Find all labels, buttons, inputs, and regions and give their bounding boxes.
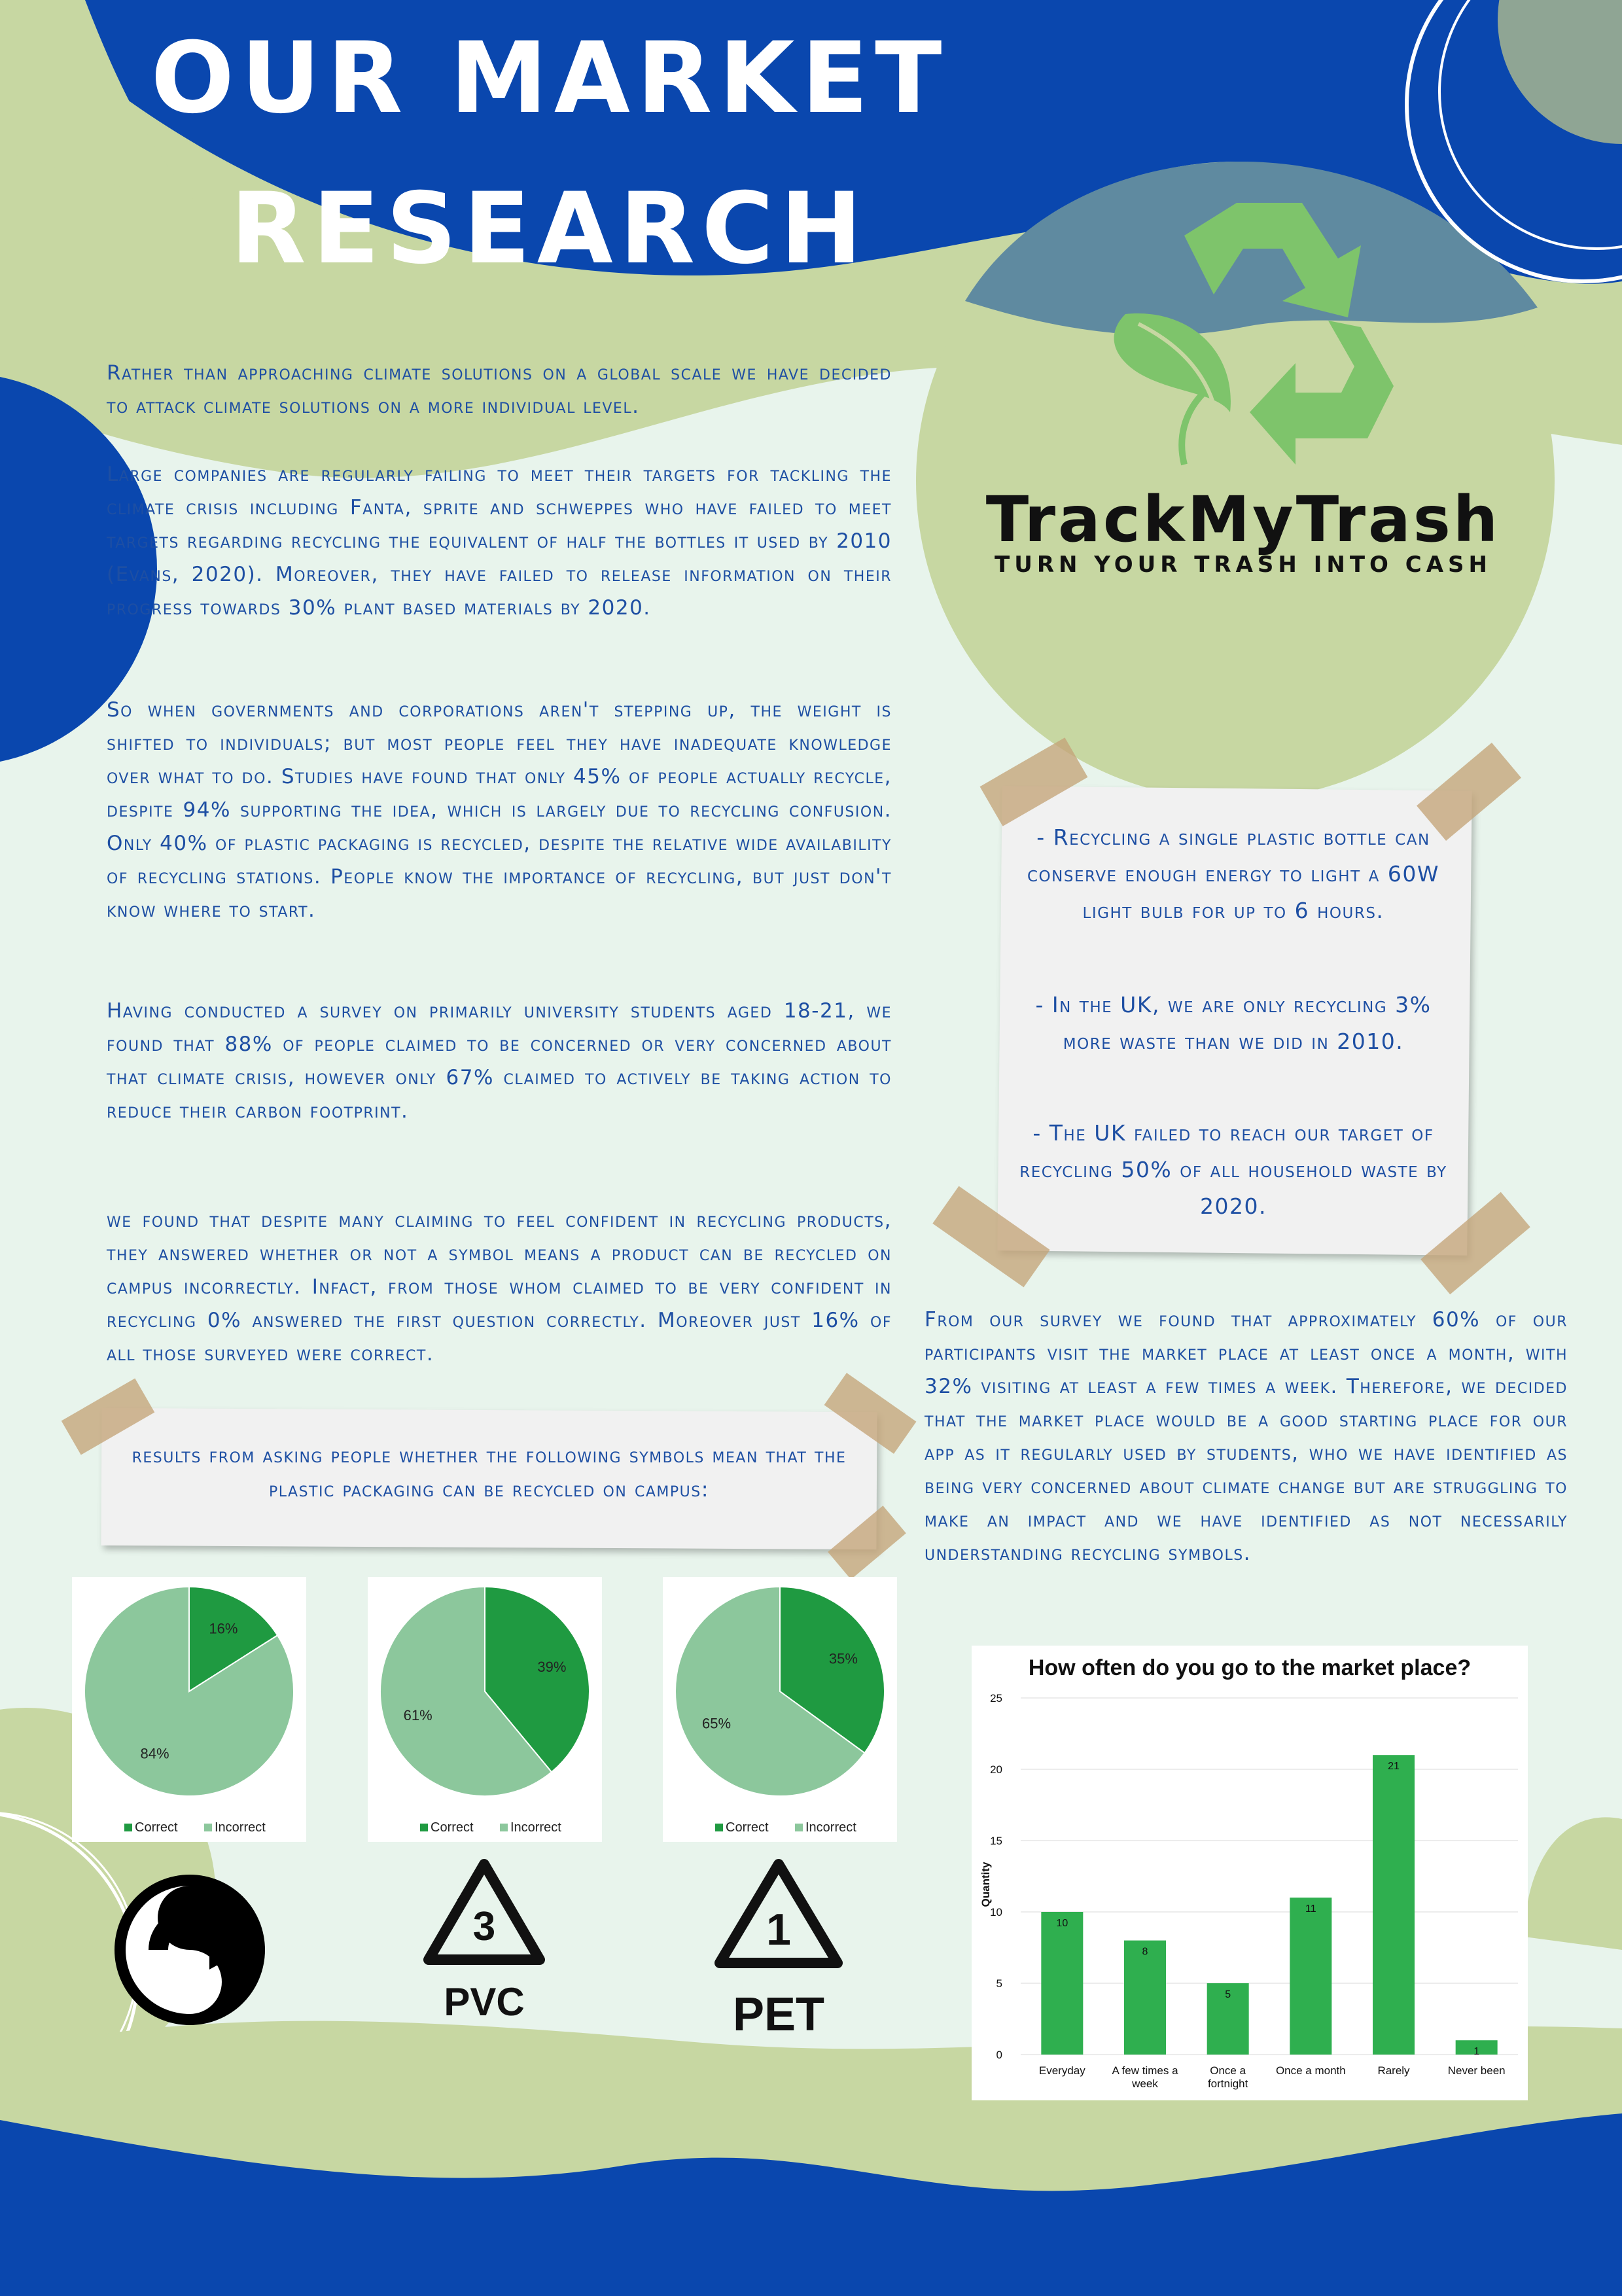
- pie-data-label: 35%: [828, 1650, 858, 1667]
- bar-value-label: 5: [1225, 1989, 1231, 2000]
- pie-data-label: 84%: [140, 1745, 169, 1762]
- fact-uk-target: - The UK failed to reach our target of recycling 50% of all household waste by 2020.: [1019, 1120, 1447, 1219]
- legend-label: Incorrect: [510, 1820, 561, 1835]
- green-dot-icon: [111, 1871, 268, 2028]
- legend-swatch: [204, 1824, 212, 1831]
- market-frequency-chart-card: [972, 1646, 1528, 2100]
- bar-everyday: [1041, 1912, 1083, 2055]
- pie-chart-pet: [663, 1577, 897, 1842]
- bar-rarely: [1373, 1755, 1415, 2055]
- pie-data-label: 65%: [702, 1715, 732, 1732]
- x-tick-label: Once a fortnight: [1207, 2064, 1248, 2090]
- pie-card-1: [72, 1577, 306, 1842]
- bar-a-few-times-a-week: [1124, 1941, 1166, 2055]
- y-tick-label: 5: [996, 1977, 1002, 1990]
- bar-value-label: 8: [1142, 1946, 1148, 1958]
- bar-value-label: 21: [1388, 1761, 1400, 1773]
- pie-card-3: [663, 1577, 897, 1842]
- x-tick-label: Everyday: [1038, 2064, 1085, 2077]
- y-tick-label: 10: [990, 1906, 1002, 1918]
- legend-label: Correct: [726, 1820, 769, 1835]
- survey-caption: results from asking people whether the following symbols mean that the plastic packaging can be recycled on campus:: [132, 1443, 847, 1502]
- fact-uk-recycling: - In the UK, we are only recycling 3% more waste than we did in 2010.: [1035, 992, 1432, 1054]
- pvc-number: 3: [472, 1904, 496, 1949]
- bar-value-label: 11: [1305, 1903, 1316, 1915]
- legend-swatch: [124, 1824, 132, 1831]
- legend-swatch: [795, 1824, 803, 1831]
- page-title-line-1: OUR MARKET: [150, 22, 949, 135]
- legend-label: Incorrect: [805, 1820, 856, 1835]
- confidence-paragraph: we found that despite many claiming to feel confident in recycling products, they answered whether or not a symbol means a product can be recycled on campus incorrectly. Infact, from those whom claimed to be very confident in recycling 0% answered the first question correctly. Moreover just 16% of all those surveyed were correct.: [107, 1209, 892, 1366]
- intro-paragraph: Rather than approaching climate solutions on a global scale we have decided to attack climate solutions on a more individual level.: [107, 361, 892, 418]
- legend-swatch: [420, 1824, 428, 1831]
- pvc-label: PVC: [444, 1980, 525, 2024]
- y-tick-label: 0: [996, 2049, 1002, 2061]
- pie-chart-pvc: [368, 1577, 602, 1842]
- bar-value-label: 1: [1473, 2046, 1480, 2058]
- x-tick-label: Rarely: [1377, 2064, 1410, 2077]
- recycle-1-pet-icon: [710, 1855, 847, 2045]
- bar-once-a-month: [1290, 1898, 1331, 2055]
- pie-data-label: 39%: [537, 1659, 567, 1676]
- y-tick-label: 25: [990, 1692, 1002, 1704]
- pie-chart-green-dot: [72, 1577, 306, 1842]
- legend-label: Incorrect: [215, 1820, 266, 1835]
- companies-paragraph: Large companies are regularly failing to meet their targets for tackling the climate crisis including Fanta, sprite and schweppes who have failed to meet targets regarding recycling the equivalent of half the bottles it used by 2010 (Evans, 2020). Moreover, they have failed to release information on their progress towards 30% plant based materials by 2020.: [107, 463, 892, 620]
- y-tick-label: 20: [990, 1763, 1002, 1776]
- pet-number: 1: [766, 1905, 791, 1954]
- pie-data-label: 16%: [209, 1620, 238, 1637]
- legend-swatch: [500, 1824, 508, 1831]
- bar-chart-ylabel: Quantity: [979, 1862, 992, 1907]
- pie-data-label: 61%: [403, 1706, 432, 1723]
- x-tick-label: A few times a week: [1112, 2064, 1178, 2090]
- fact-bottle-energy: - Recycling a single plastic bottle can conserve enough energy to light a 60W light bulb for up to 6 hours.: [1027, 824, 1439, 923]
- pet-label: PET: [732, 1988, 825, 2041]
- legend-label: Correct: [135, 1820, 178, 1835]
- x-tick-label: Never been: [1447, 2064, 1506, 2077]
- survey-paragraph: Having conducted a survey on primarily university students aged 18-21, we found that 88% of people claimed to be concerned or very concerned about that climate crisis, however only 67% claimed to actively be taking action to reduce their carbon footprint.: [107, 999, 892, 1123]
- individuals-paragraph: So when governments and corporations aren't stepping up, the weight is shifted to individuals; but most people feel they have inadequate knowledge over what to do. Studies have found that only 45% of people actually recycle, despite 94% supporting the idea, which is largely due to recycling confusion. Only 40% of plastic packaging is recycled, despite the relative wide availability of recycling stations. People know the importance of recycling, but just don't know where to start.: [107, 698, 892, 922]
- brand-name: TrackMyTrash: [985, 483, 1501, 556]
- bar-value-label: 10: [1056, 1918, 1068, 1929]
- legend-swatch: [715, 1824, 723, 1831]
- brand-tagline: TURN YOUR TRASH INTO CASH: [995, 552, 1492, 578]
- market-frequency-bar-chart: [972, 1646, 1528, 2100]
- recycle-3-pvc-icon: [419, 1855, 550, 2032]
- bar-chart-title: How often do you go to the market place?: [1028, 1655, 1472, 1680]
- legend-label: Correct: [431, 1820, 474, 1835]
- market-place-paragraph: From our survey we found that approximately 60% of our participants visit the market place at least once a month, with 32% visiting at least a few times a week. Therefore, we decided that the market place would be a good starting place for our app as it regularly used by students, who we have identified as being very concerned about climate change but are struggling to make an impact and we have identified as not necessarily understanding recycling symbols.: [925, 1308, 1568, 1565]
- recycle-leaf-logo-icon: [1086, 196, 1413, 471]
- x-tick-label: Once a month: [1275, 2064, 1346, 2077]
- page-title-line-2: RESEARCH: [230, 172, 869, 286]
- y-tick-label: 15: [990, 1835, 1002, 1847]
- pie-card-2: [368, 1577, 602, 1842]
